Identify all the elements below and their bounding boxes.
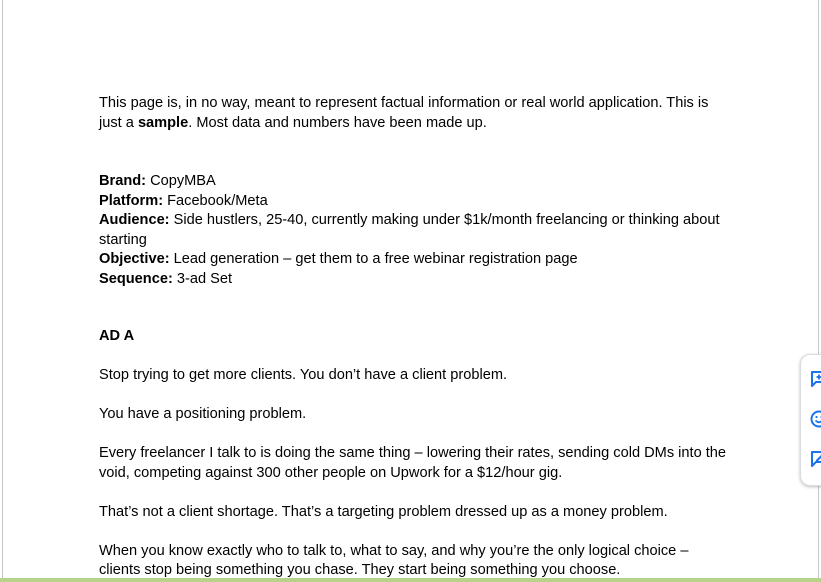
detail-value: Facebook/Meta [163,192,268,209]
add-comment-button[interactable] [809,369,821,389]
ad-paragraph: When you know exactly who to talk to, what to say, and why you’re the only logical choice – clients stop being something you chase. They start being something you choose. [99,542,689,578]
detail-label: Audience: [99,212,170,228]
detail-label: Objective: [99,251,170,267]
detail-label: Brand: [99,173,147,189]
suggest-edit-icon [809,449,821,469]
comment-side-panel [800,354,821,486]
detail-audience [99,211,729,250]
detail-value: Lead generation – get them to a free webinar registration page [169,251,578,267]
detail-sequence [99,270,729,290]
intro-bold-word: sample [137,114,189,131]
detail-label: Platform: [99,192,164,209]
suggest-edit-button[interactable] [809,449,821,469]
detail-brand [99,172,729,192]
intro-paragraph [99,94,729,133]
emoji-reaction-icon [809,409,821,429]
ad-heading [99,327,729,347]
ad-paragraph: You have a positioning problem. [99,406,307,422]
page-right-edge [818,0,819,582]
ad-paragraph: That’s not a client shortage. That’s a targeting problem dressed up as a money problem. [99,503,668,520]
page-left-edge [2,0,3,582]
ad-heading-text: AD A [99,328,135,344]
bottom-status-strip [0,578,821,582]
ad-paragraph: Every freelancer I talk to is doing the same thing – lowering their rates, sending cold DMs into the void, competing against 300 other people on Upwork for a $12/hour gig. [99,445,727,481]
detail-value: Side hustlers, 25-40, currently making under $1k/month freelancing or thinking about starting [99,212,720,248]
emoji-reaction-button[interactable] [809,409,821,429]
add-comment-icon [809,369,821,389]
detail-platform [99,192,729,212]
intro-text-start: This page is, in no way, meant to represent factual information or real world application. This is just a [99,95,709,131]
detail-value: CopyMBA [146,173,216,189]
intro-text-end: . Most data and numbers have been made up. [188,114,487,131]
document-body[interactable] [99,94,729,581]
detail-objective [99,250,729,270]
detail-label: Sequence: [99,270,173,287]
ad-paragraph: Stop trying to get more clients. You don’t have a client problem. [99,367,508,383]
detail-value: 3-ad Set [172,270,233,287]
